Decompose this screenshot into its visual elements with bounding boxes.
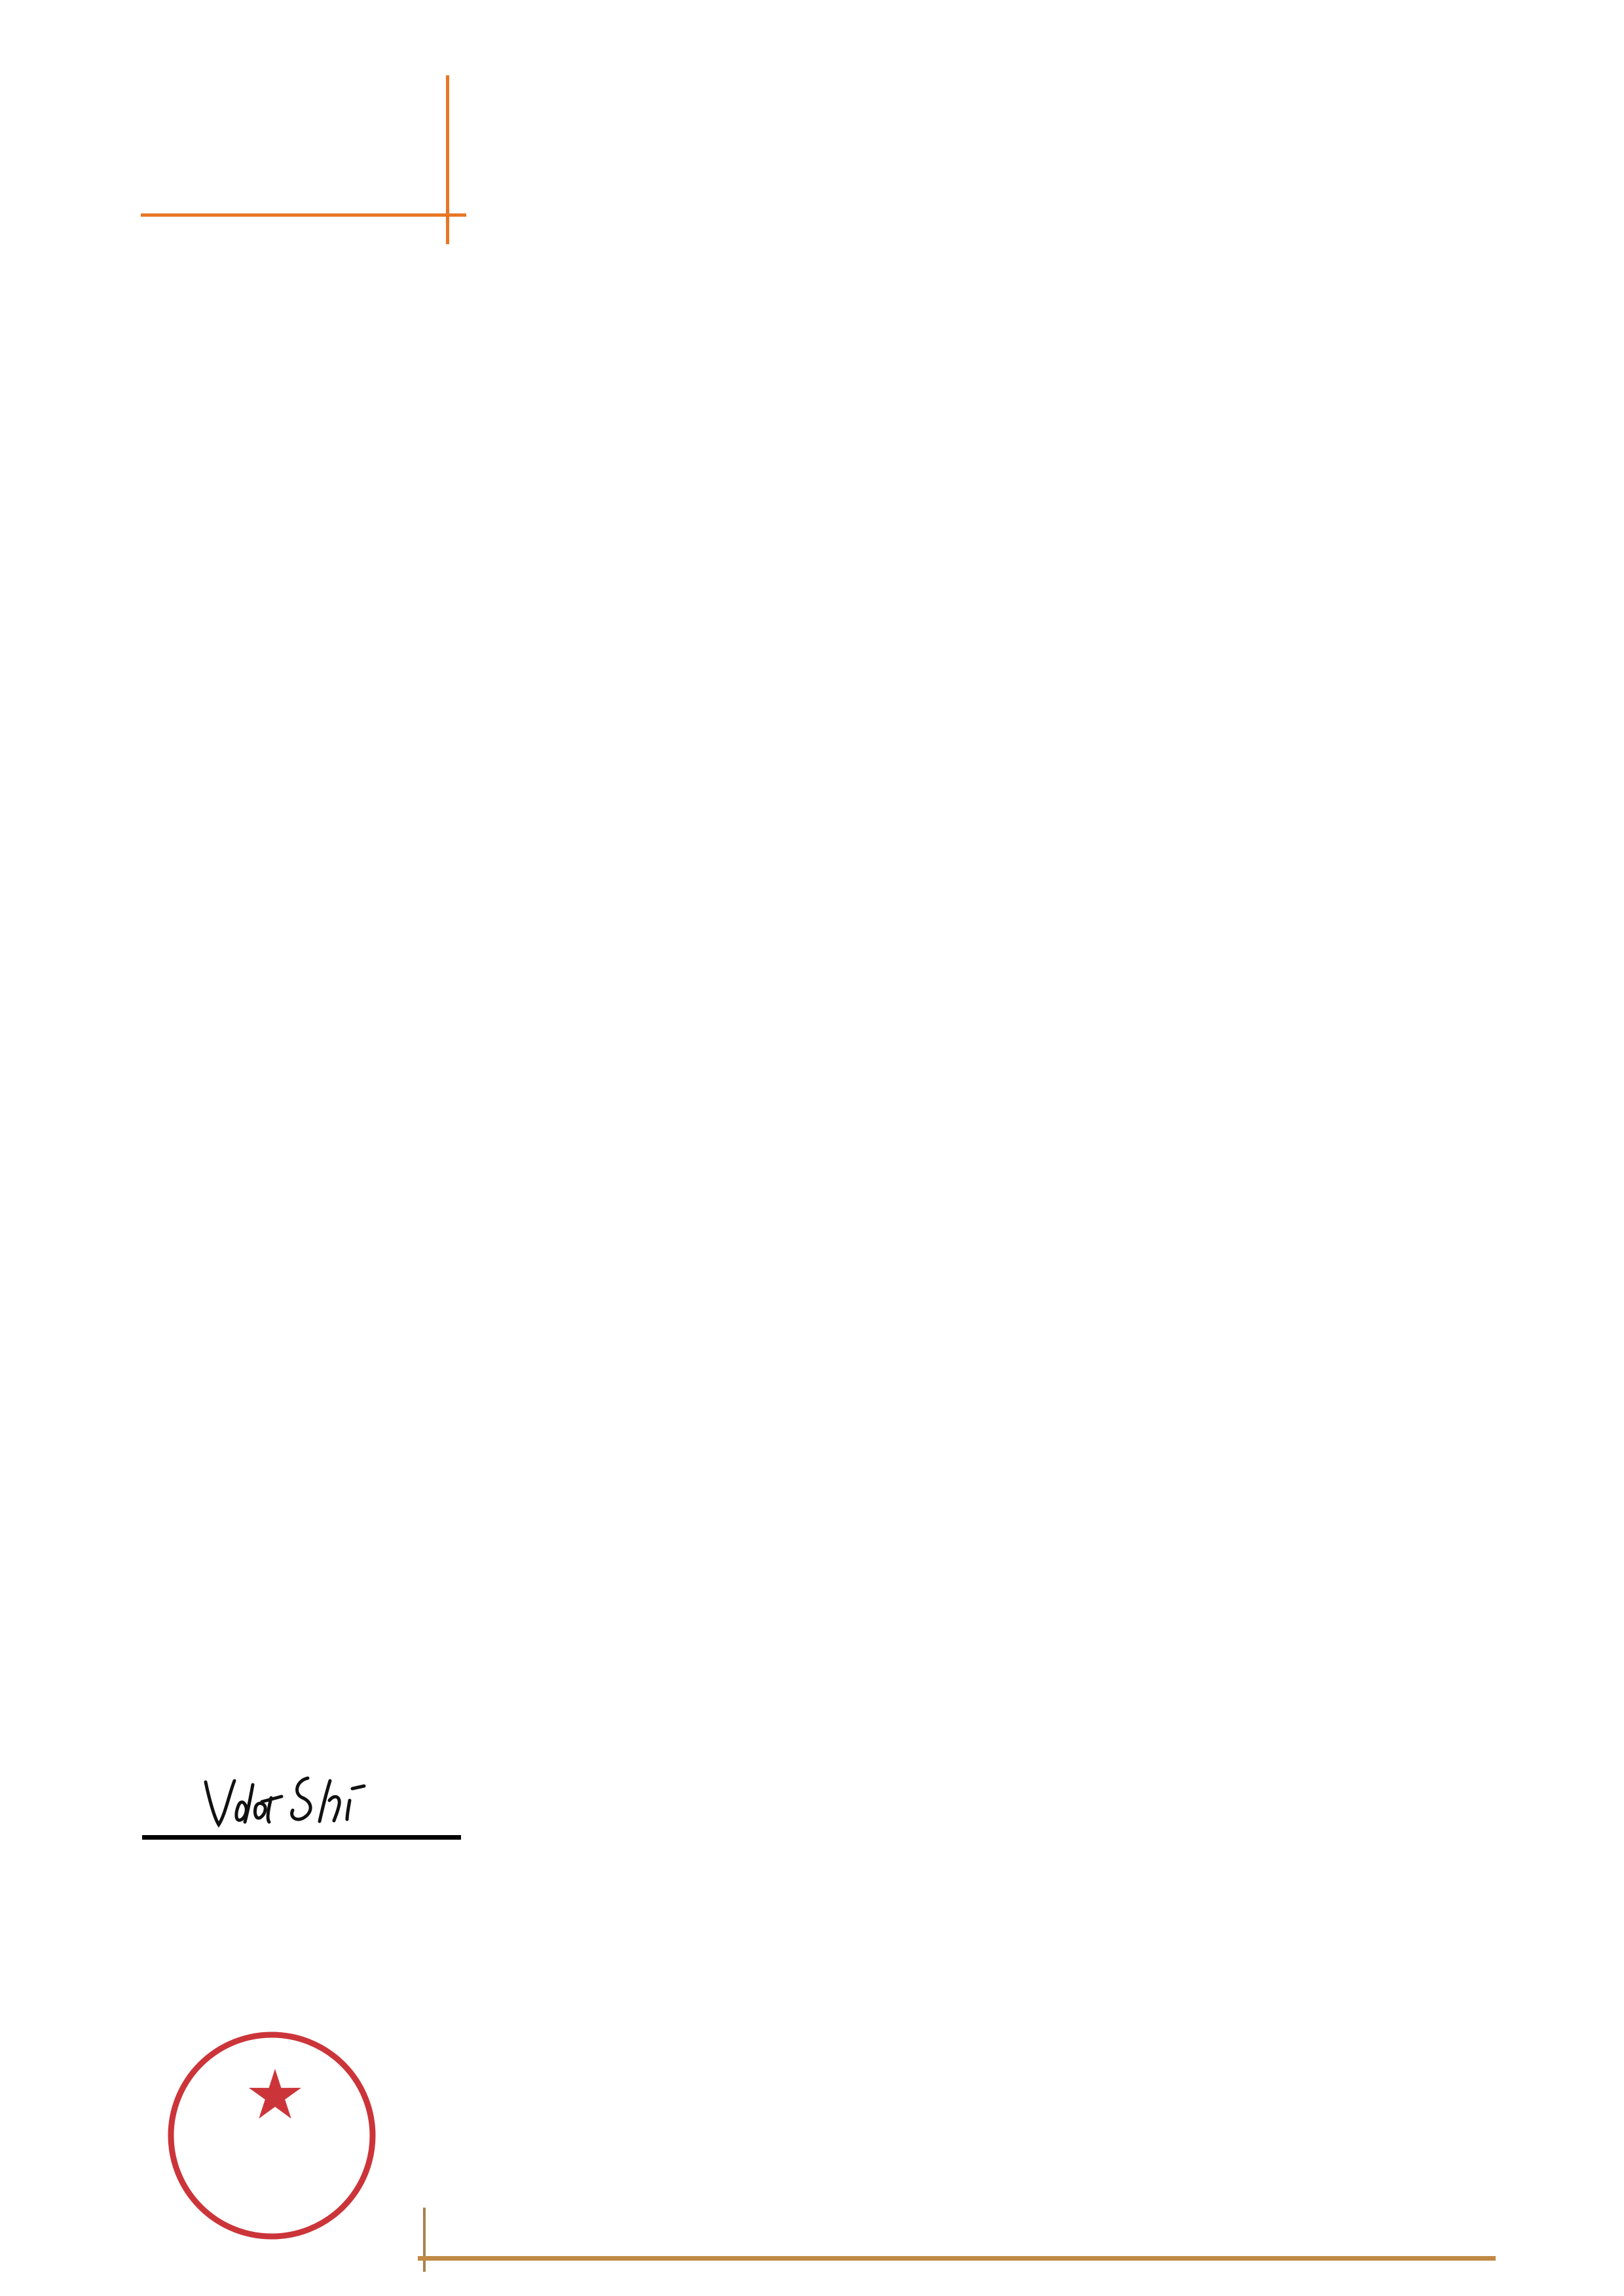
footer-vertical-rule (423, 2208, 426, 2272)
field-row (141, 707, 1529, 739)
field-row (141, 657, 1529, 689)
field-row (141, 755, 1529, 787)
qr-code-icon (1247, 1658, 1411, 1821)
stamp-star-icon (249, 2069, 301, 2119)
field-row (141, 847, 1529, 879)
logo-orange-horizontal-rule (141, 213, 466, 217)
field-row (141, 805, 1529, 837)
field-row (141, 905, 1529, 937)
company-stamp-seal (160, 2024, 383, 2247)
signature-rule (142, 1835, 461, 1840)
signature-handwriting (196, 1760, 386, 1838)
footer-horizontal-rule (418, 2256, 1496, 2261)
logo-orange-vertical-rule (446, 75, 449, 244)
